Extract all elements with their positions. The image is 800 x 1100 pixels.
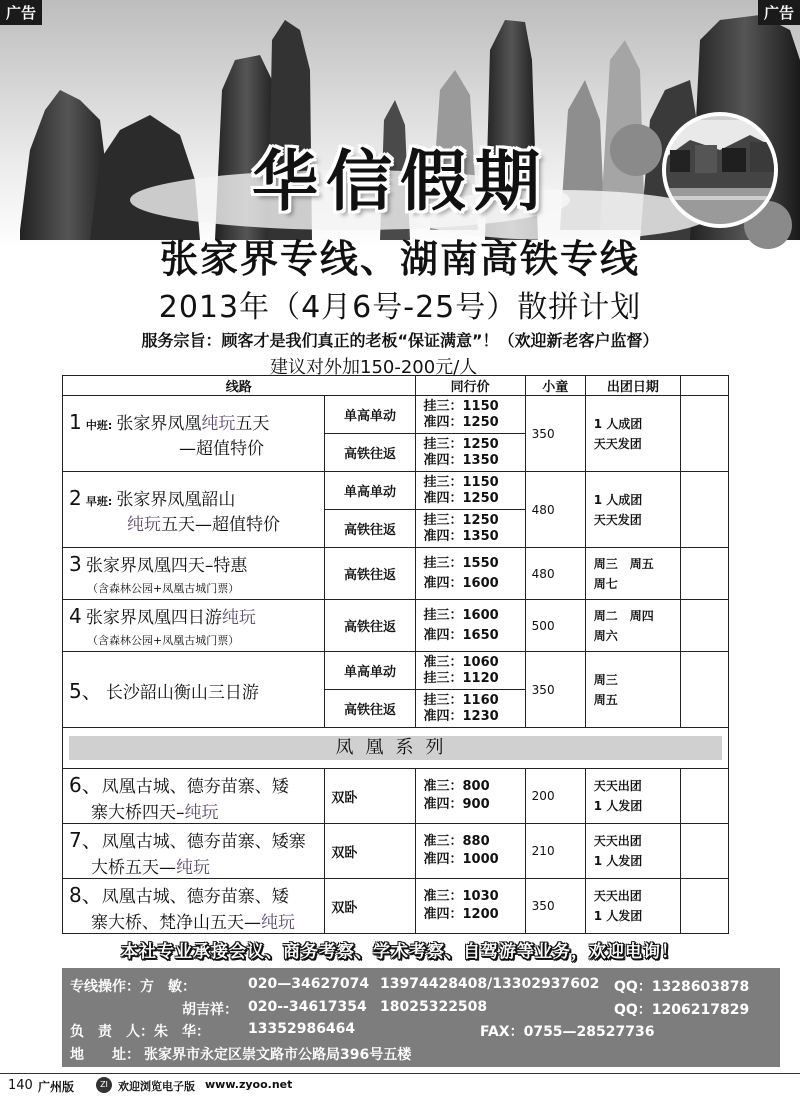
price-cell: 挂三：1250 准四：1350 bbox=[415, 510, 525, 548]
route-8-name: 8、凤凰古城、德夯苗寨、矮 寨大桥、梵净山五天—纯玩 bbox=[63, 879, 325, 934]
qq-2: QQ：1206217829 bbox=[614, 1002, 750, 1018]
service-motto: 服务宗旨：顾客才是我们真正的老板“保证满意”！（欢迎新老客户监督） bbox=[141, 331, 659, 350]
operator-2-label: 胡吉祥： bbox=[182, 1002, 238, 1018]
blank-cell bbox=[680, 472, 728, 548]
table-row bbox=[63, 600, 729, 652]
section-row bbox=[63, 728, 729, 769]
fax: FAX：0755—28527736 bbox=[480, 1024, 655, 1040]
table-row bbox=[63, 548, 729, 600]
price-cell: 准三：1030 准四：1200 bbox=[415, 879, 525, 934]
departure-dates: 1 人成团 天天发团 bbox=[585, 472, 680, 548]
operator-phone-1: 020—34627074 bbox=[248, 976, 370, 992]
blank-cell bbox=[680, 824, 728, 879]
route-4-name: 4 张家界凤凰四日游纯玩 （含森林公园+凤凰古城门票） bbox=[63, 600, 325, 652]
transport-type: 双卧 bbox=[325, 824, 415, 879]
route-7-name: 7、凤凰古城、德夯苗寨、矮寨 大桥五天—纯玩 bbox=[63, 824, 325, 879]
operator-mobile-1: 13974428408/13302937602 bbox=[380, 976, 600, 992]
qq-1: QQ：1328603878 bbox=[614, 979, 750, 995]
transport-type: 双卧 bbox=[325, 879, 415, 934]
route-6-name: 6、凤凰古城、德夯苗寨、矮 寨大桥四天–纯玩 bbox=[63, 769, 325, 824]
address-label: 地 址： bbox=[70, 1047, 140, 1063]
departure-dates: 天天出团 1 人发团 bbox=[585, 879, 680, 934]
plan-title: 2013年（4月6号-25号）散拼计划 bbox=[158, 290, 642, 325]
table-row bbox=[63, 824, 729, 879]
price-cell: 准三：1060 挂三：1120 bbox=[415, 652, 525, 690]
header-route: 线路 bbox=[63, 376, 416, 396]
footer-divider bbox=[0, 1073, 800, 1074]
departure-dates: 天天出团 1 人发团 bbox=[585, 769, 680, 824]
route-2-name: 2 早班: 张家界凤凰韶山 纯玩五天—超值特价 bbox=[63, 472, 325, 548]
child-price: 480 bbox=[525, 548, 585, 600]
section-cell bbox=[63, 728, 729, 769]
table-row bbox=[63, 769, 729, 824]
section-title: 凤凰系列 bbox=[69, 736, 722, 760]
header-blank bbox=[680, 376, 728, 396]
departure-dates: 1 人成团 天天发团 bbox=[585, 396, 680, 472]
departure-dates: 天天出团 1 人发团 bbox=[585, 824, 680, 879]
table-row bbox=[63, 879, 729, 934]
price-cell: 挂三：1160 准四：1230 bbox=[415, 690, 525, 728]
transport-type: 双卧 bbox=[325, 769, 415, 824]
table-row bbox=[63, 652, 729, 690]
blank-cell bbox=[680, 879, 728, 934]
child-price: 210 bbox=[525, 824, 585, 879]
price-cell: 挂三：1150 准四：1250 bbox=[415, 472, 525, 510]
price-cell: 准三：800 准四：900 bbox=[415, 769, 525, 824]
manager-phone: 13352986464 bbox=[248, 1021, 356, 1037]
child-price: 350 bbox=[525, 879, 585, 934]
child-price: 350 bbox=[525, 396, 585, 472]
suggested-markup: 建议对外加150-200元/人 bbox=[270, 357, 478, 378]
business-banner: 本社专业承接会议、商务考察、学术考察、自驾游等业务，欢迎电询！ bbox=[121, 942, 679, 962]
operator-phone-2: 020--34617354 bbox=[248, 999, 367, 1015]
contact-panel bbox=[62, 968, 780, 1067]
address: 张家界市永定区崇文路市公路局396号五楼 bbox=[144, 1047, 412, 1063]
page-number: 140 bbox=[8, 1078, 33, 1093]
page-footer bbox=[0, 1078, 800, 1100]
ad-label-right: 广告 bbox=[758, 0, 800, 25]
manager-label: 负 责 人：朱 华： bbox=[70, 1024, 210, 1040]
route-3-name: 3 张家界凤凰四天–特惠 （含森林公园+凤凰古城门票） bbox=[63, 548, 325, 600]
table-row bbox=[63, 396, 729, 434]
zyoo-logo-icon: ZI bbox=[96, 1077, 112, 1093]
departure-dates: 周三 周五 周七 bbox=[585, 548, 680, 600]
transport-type: 单高单动 bbox=[325, 472, 415, 510]
blank-cell bbox=[680, 769, 728, 824]
transport-type: 高铁往返 bbox=[325, 434, 415, 472]
blank-cell bbox=[680, 396, 728, 472]
blank-cell bbox=[680, 652, 728, 728]
route-5-name: 5、 长沙韶山衡山三日游 bbox=[63, 652, 325, 728]
blank-cell bbox=[680, 600, 728, 652]
ad-label-left: 广告 bbox=[0, 0, 42, 25]
transport-type: 高铁往返 bbox=[325, 548, 415, 600]
price-cell: 挂三：1550 准四：1600 bbox=[415, 548, 525, 600]
departure-dates: 周三 周五 bbox=[585, 652, 680, 728]
child-price: 480 bbox=[525, 472, 585, 548]
header-peer-price: 同行价 bbox=[415, 376, 525, 396]
operator-label: 专线操作：方 敏： bbox=[70, 979, 196, 995]
child-price: 200 bbox=[525, 769, 585, 824]
brand-title: 华信假期 bbox=[252, 142, 548, 220]
blank-cell bbox=[680, 548, 728, 600]
table-row bbox=[63, 472, 729, 510]
child-price: 350 bbox=[525, 652, 585, 728]
departure-dates: 周二 周四 周六 bbox=[585, 600, 680, 652]
route-1-name: 1 中班: 张家界凤凰纯玩五天 —超值特价 bbox=[63, 396, 325, 472]
price-cell: 准三：880 准四：1000 bbox=[415, 824, 525, 879]
price-cell: 挂三：1600 准四：1650 bbox=[415, 600, 525, 652]
header-dates: 出团日期 bbox=[585, 376, 680, 396]
operator-mobile-2: 18025322508 bbox=[380, 999, 488, 1015]
transport-type: 单高单动 bbox=[325, 396, 415, 434]
table-header-row bbox=[63, 376, 729, 396]
header-child: 小童 bbox=[525, 376, 585, 396]
price-cell: 挂三：1150 准四：1250 bbox=[415, 396, 525, 434]
transport-type: 高铁往返 bbox=[325, 600, 415, 652]
price-table bbox=[62, 375, 729, 934]
hero-banner bbox=[0, 0, 800, 250]
transport-type: 高铁往返 bbox=[325, 510, 415, 548]
child-price: 500 bbox=[525, 600, 585, 652]
transport-type: 高铁往返 bbox=[325, 690, 415, 728]
footer-slogan: 欢迎浏览电子版 bbox=[118, 1080, 195, 1093]
subtitle: 张家界专线、湖南高铁专线 bbox=[159, 236, 640, 281]
footer-url[interactable]: www.zyoo.net bbox=[205, 1078, 293, 1091]
transport-type: 单高单动 bbox=[325, 652, 415, 690]
price-cell: 挂三：1250 准四：1350 bbox=[415, 434, 525, 472]
edition: 广州版 bbox=[38, 1080, 75, 1094]
